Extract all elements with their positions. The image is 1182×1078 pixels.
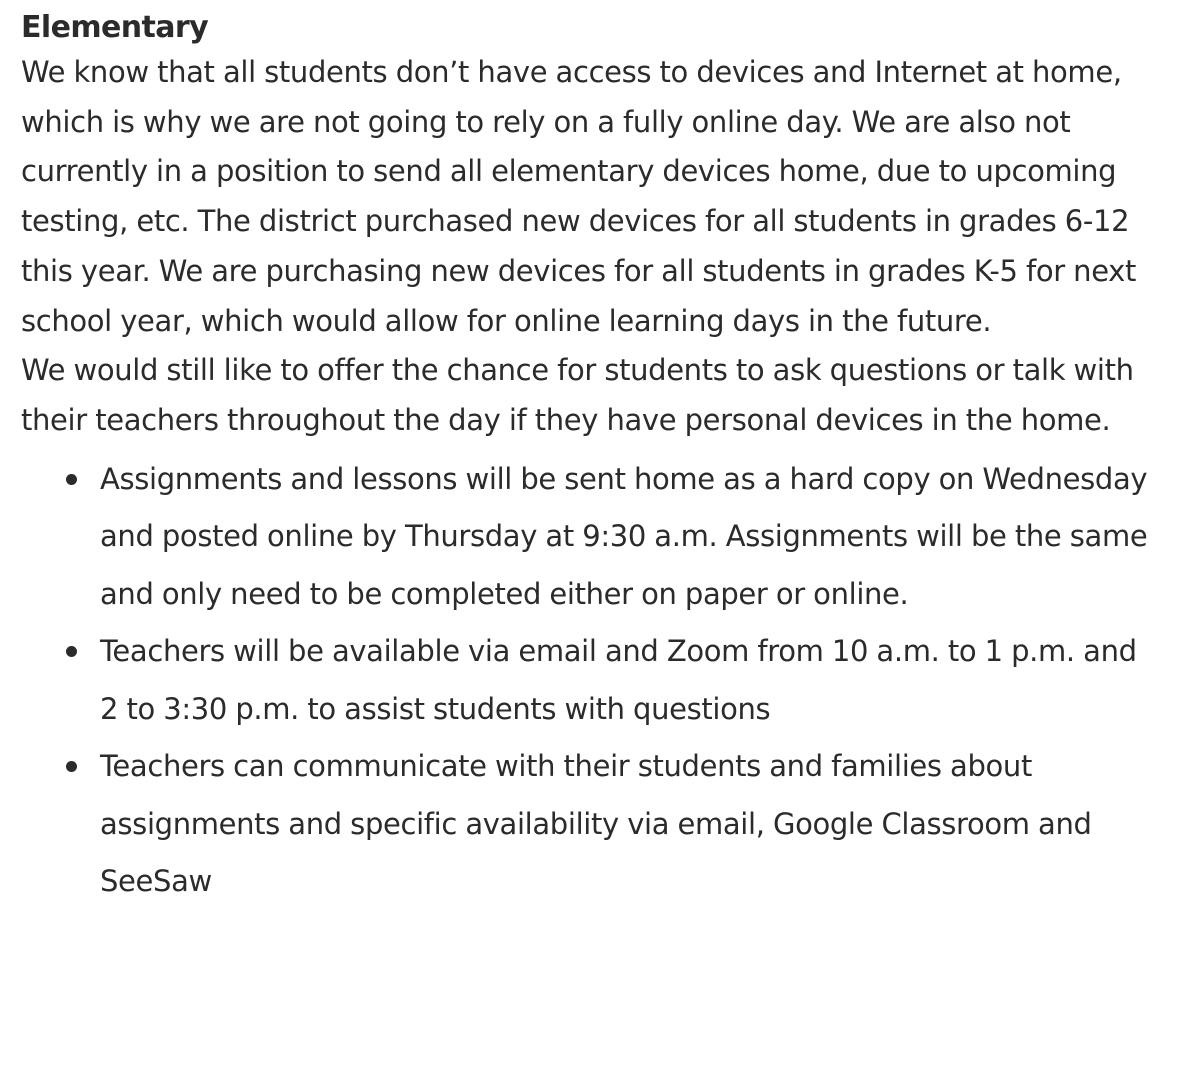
bullet-list <box>21 451 1160 911</box>
bullet-icon <box>66 646 77 657</box>
bullet-icon <box>66 474 77 485</box>
list-item-text: Teachers can communicate with their students and families about assignments and specific availability via email, Google Classroom and SeeSaw <box>100 749 1092 899</box>
paragraph-devices: We know that all students don’t have access to devices and Internet at home, which is why we are not going to rely on a fully online day. We are also not currently in a position to send all elementary devices home, due to upcoming testing, etc. The district purchased new devices for all students in grades 6-12 this year. We are purchasing new devices for all students in grades K-5 for next school year, which would allow for online learning days in the future. <box>21 55 1137 338</box>
list-item-text: Teachers will be available via email and Zoom from 10 a.m. to 1 p.m. and 2 to 3:30 p.m. to assist students with questions <box>100 634 1137 726</box>
paragraph-questions: We would still like to offer the chance for students to ask questions or talk with their teachers throughout the day if they have personal devices in the home. <box>21 353 1134 437</box>
section-heading: Elementary <box>21 10 209 45</box>
list-item-communication <box>21 738 1160 911</box>
list-item-text: Assignments and lessons will be sent home as a hard copy on Wednesday and posted online by Thursday at 9:30 a.m. Assignments will be the same and only need to be completed either on paper or online. <box>100 461 1148 611</box>
list-item-availability <box>21 623 1160 738</box>
bullet-icon <box>66 761 77 772</box>
list-item-assignments <box>21 451 1160 624</box>
